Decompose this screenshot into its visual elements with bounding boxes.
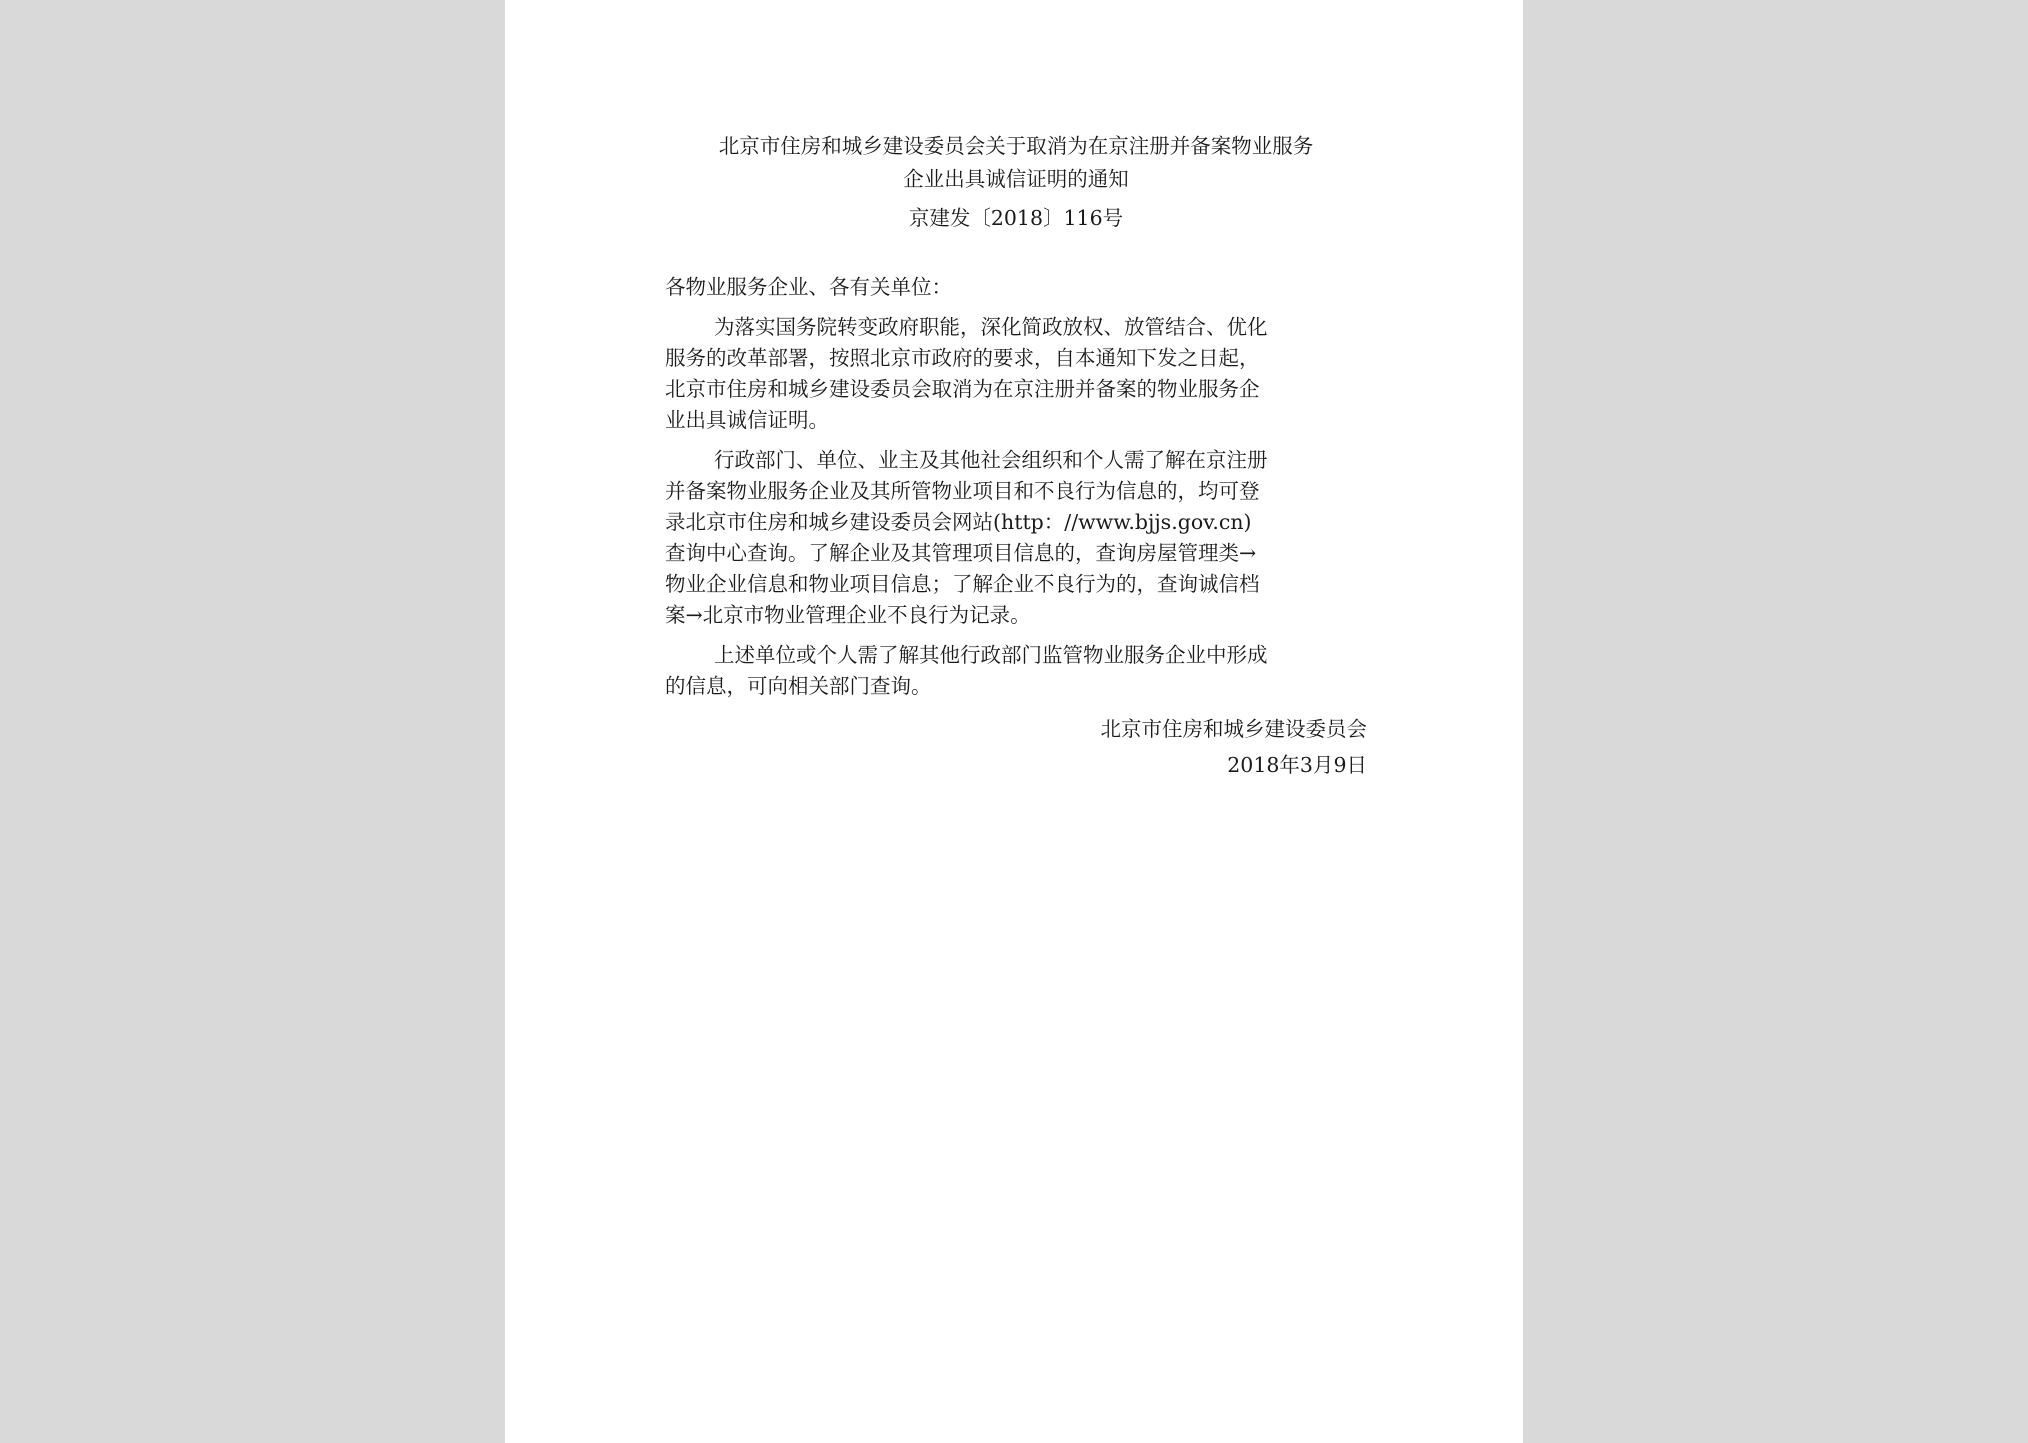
paragraph-3 [665, 640, 1367, 702]
paragraph-line: 服务的改革部署，按照北京市政府的要求，自本通知下发之日起， [665, 346, 1260, 370]
signature-issuer: 北京市住房和城乡建设委员会 [1100, 717, 1367, 741]
document-title-line-2: 企业出具诚信证明的通知 [903, 167, 1129, 191]
salutation: 各物业服务企业、各有关单位： [665, 275, 952, 299]
paragraph-line: 上述单位或个人需了解其他行政部门监管物业服务企业中形成 [714, 643, 1268, 667]
paragraph-line: 行政部门、单位、业主及其他社会组织和个人需了解在京注册 [714, 448, 1268, 472]
document-title-line-1: 北京市住房和城乡建设委员会关于取消为在京注册并备案物业服务 [718, 134, 1314, 158]
paragraph-line: 物业企业信息和物业项目信息；了解企业不良行为的，查询诚信档 [665, 572, 1260, 596]
issue-date: 2018年3月9日 [1227, 753, 1367, 777]
paragraph-2 [665, 445, 1367, 631]
paragraph-line: 并备案物业服务企业及其所管物业项目和不良行为信息的，均可登 [665, 479, 1260, 503]
paragraph-line: 为落实国务院转变政府职能，深化简政放权、放管结合、优化 [714, 315, 1268, 339]
paragraph-1 [665, 312, 1367, 436]
paragraph-line: 业出具诚信证明。 [665, 408, 829, 432]
document-content [665, 130, 1367, 783]
document-number: 京建发〔2018〕116号 [908, 206, 1124, 230]
paragraph-line: 案→北京市物业管理企业不良行为记录。 [665, 603, 1031, 627]
paragraph-line-with-url: 录北京市住房和城乡建设委员会网站(http：//www.bjjs.gov.cn) [665, 510, 1252, 534]
document-page [505, 0, 1523, 1443]
paragraph-line: 北京市住房和城乡建设委员会取消为在京注册并备案的物业服务企 [665, 377, 1260, 401]
paragraph-line: 的信息，可向相关部门查询。 [665, 674, 932, 698]
paragraph-line: 查询中心查询。了解企业及其管理项目信息的，查询房屋管理类→ [665, 541, 1257, 565]
